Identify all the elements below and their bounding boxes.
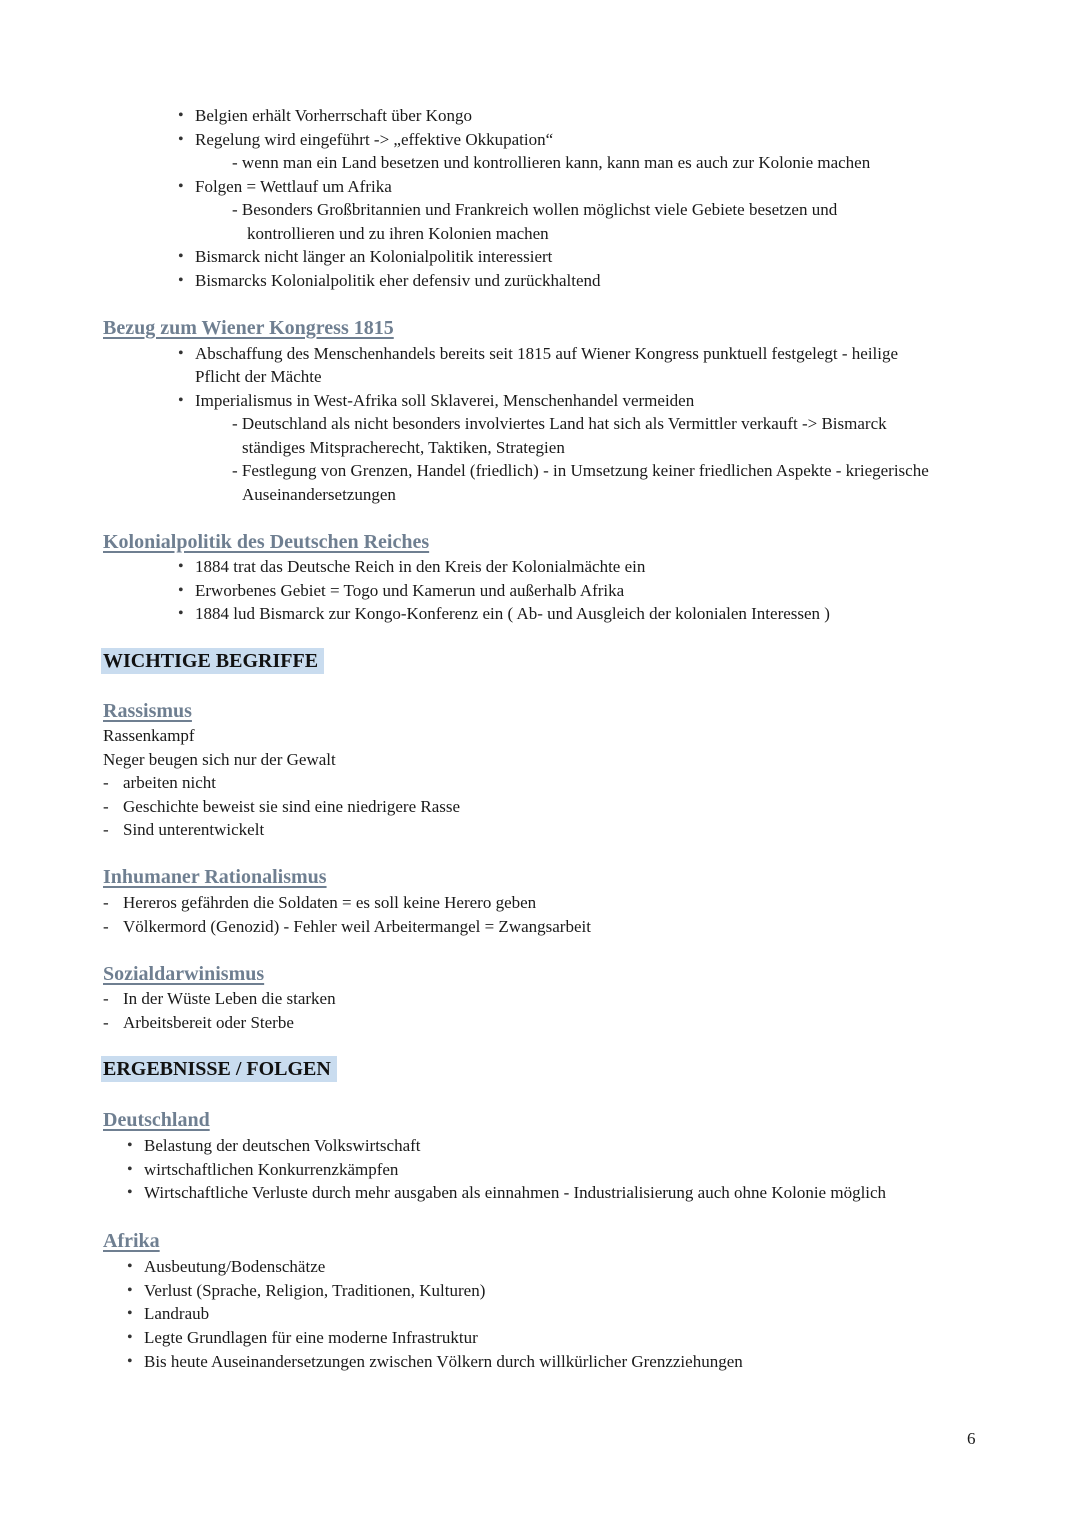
intro-subitem: - wenn man ein Land besetzen und kontrollieren kann, kann man es auch zur Kolonie machen — [232, 153, 871, 172]
deutschland-item: Belastung der deutschen Volkswirtschaft — [144, 1136, 421, 1155]
wiener-subitem: - Festlegung von Grenzen, Handel (friedlich) - in Umsetzung keiner friedlichen Aspekte - kriegerische — [232, 461, 929, 480]
page-number: 6 — [967, 1429, 976, 1448]
deutschland-item: Wirtschaftliche Verluste durch mehr ausgaben als einnahmen - Industrialisierung auch ohne Kolonie möglich — [144, 1183, 887, 1202]
bullet: • — [127, 1258, 133, 1275]
wiener-item: Imperialismus in West-Afrika soll Sklaverei, Menschenhandel vermeiden — [195, 391, 695, 410]
heading-rassismus: Rassismus — [103, 700, 192, 722]
bullet: • — [178, 558, 184, 575]
rassismus-item: Geschichte beweist sie sind eine niedrigere Rasse — [123, 797, 461, 816]
bullet: • — [178, 392, 184, 409]
wiener-item-cont: Pflicht der Mächte — [195, 367, 322, 386]
wiener-item: Abschaffung des Menschenhandels bereits seit 1815 auf Wiener Kongress punktuell festgelegt - heilige — [195, 344, 899, 363]
dash: - — [103, 917, 109, 936]
afrika-item: Verlust (Sprache, Religion, Traditionen, Kulturen) — [144, 1281, 486, 1300]
bullet: • — [178, 131, 184, 148]
wiener-subitem: - Deutschland als nicht besonders involviertes Land hat sich als Vermittler verkauft -> Bismarck — [232, 414, 887, 433]
bullet: • — [178, 178, 184, 195]
rationalismus-item: Hereros gefährden die Soldaten = es soll keine Herero geben — [123, 893, 537, 912]
bullet: • — [127, 1282, 133, 1299]
wiener-subitem-cont: Auseinandersetzungen — [242, 485, 396, 504]
bullet: • — [178, 272, 184, 289]
kolonialpolitik-item: 1884 lud Bismarck zur Kongo-Konferenz ein ( Ab- und Ausgleich der kolonialen Interessen ) — [195, 604, 830, 623]
bullet: • — [178, 582, 184, 599]
bullet: • — [127, 1161, 133, 1178]
intro-item: Folgen = Wettlauf um Afrika — [195, 177, 392, 196]
heading-deutschland: Deutschland — [103, 1109, 210, 1131]
bullet: • — [178, 605, 184, 622]
afrika-item: Ausbeutung/Bodenschätze — [144, 1257, 326, 1276]
afrika-item: Landraub — [144, 1304, 210, 1323]
afrika-item: Bis heute Auseinandersetzungen zwischen Völkern durch willkürlicher Grenzziehungen — [144, 1352, 743, 1371]
rationalismus-item: Völkermord (Genozid) - Fehler weil Arbeitermangel = Zwangsarbeit — [123, 917, 591, 936]
wiener-subitem-cont: ständiges Mitspracherecht, Taktiken, Strategien — [242, 438, 565, 457]
heading-kolonialpolitik: Kolonialpolitik des Deutschen Reiches — [103, 531, 430, 553]
kolonialpolitik-item: 1884 trat das Deutsche Reich in den Kreis der Kolonialmächte ein — [195, 557, 646, 576]
afrika-item: Legte Grundlagen für eine moderne Infrastruktur — [144, 1328, 478, 1347]
rassismus-line: Rassenkampf — [103, 726, 195, 745]
dash: - — [103, 893, 109, 912]
heading-wiener-kongress: Bezug zum Wiener Kongress 1815 — [103, 317, 394, 339]
section-title-ergebnisse: ERGEBNISSE / FOLGEN — [101, 1056, 337, 1082]
bullet: • — [178, 107, 184, 124]
kolonialpolitik-item: Erworbenes Gebiet = Togo und Kamerun und außerhalb Afrika — [195, 581, 625, 600]
dash: - — [103, 989, 109, 1008]
dash: - — [103, 1013, 109, 1032]
bullet: • — [127, 1137, 133, 1154]
heading-inhumaner-rationalismus: Inhumaner Rationalismus — [103, 866, 327, 888]
intro-subitem: - Besonders Großbritannien und Frankreich wollen möglichst viele Gebiete besetzen und — [232, 200, 838, 219]
deutschland-item: wirtschaftlichen Konkurrenzkämpfen — [144, 1160, 399, 1179]
rassismus-item: Sind unterentwickelt — [123, 820, 265, 839]
bullet: • — [178, 248, 184, 265]
heading-afrika: Afrika — [103, 1230, 160, 1252]
intro-item: Bismarcks Kolonialpolitik eher defensiv und zurückhaltend — [195, 271, 601, 290]
intro-subitem-cont: kontrollieren und zu ihren Kolonien machen — [247, 224, 549, 243]
intro-item: Regelung wird eingeführt -> „effektive Okkupation“ — [195, 130, 554, 149]
rassismus-line: Neger beugen sich nur der Gewalt — [103, 750, 336, 769]
bullet: • — [127, 1353, 133, 1370]
dash: - — [103, 773, 109, 792]
heading-sozialdarwinismus: Sozialdarwinismus — [103, 963, 265, 985]
intro-item: Bismarck nicht länger an Kolonialpolitik interessiert — [195, 247, 553, 266]
dash: - — [103, 797, 109, 816]
dash: - — [103, 820, 109, 839]
section-title-begriffe: WICHTIGE BEGRIFFE — [101, 648, 324, 674]
rassismus-item: arbeiten nicht — [123, 773, 216, 792]
sozial-item: Arbeitsbereit oder Sterbe — [123, 1013, 294, 1032]
bullet: • — [127, 1305, 133, 1322]
intro-item: Belgien erhält Vorherrschaft über Kongo — [195, 106, 472, 125]
bullet: • — [178, 345, 184, 362]
bullet: • — [127, 1329, 133, 1346]
sozial-item: In der Wüste Leben die starken — [123, 989, 336, 1008]
bullet: • — [127, 1184, 133, 1201]
